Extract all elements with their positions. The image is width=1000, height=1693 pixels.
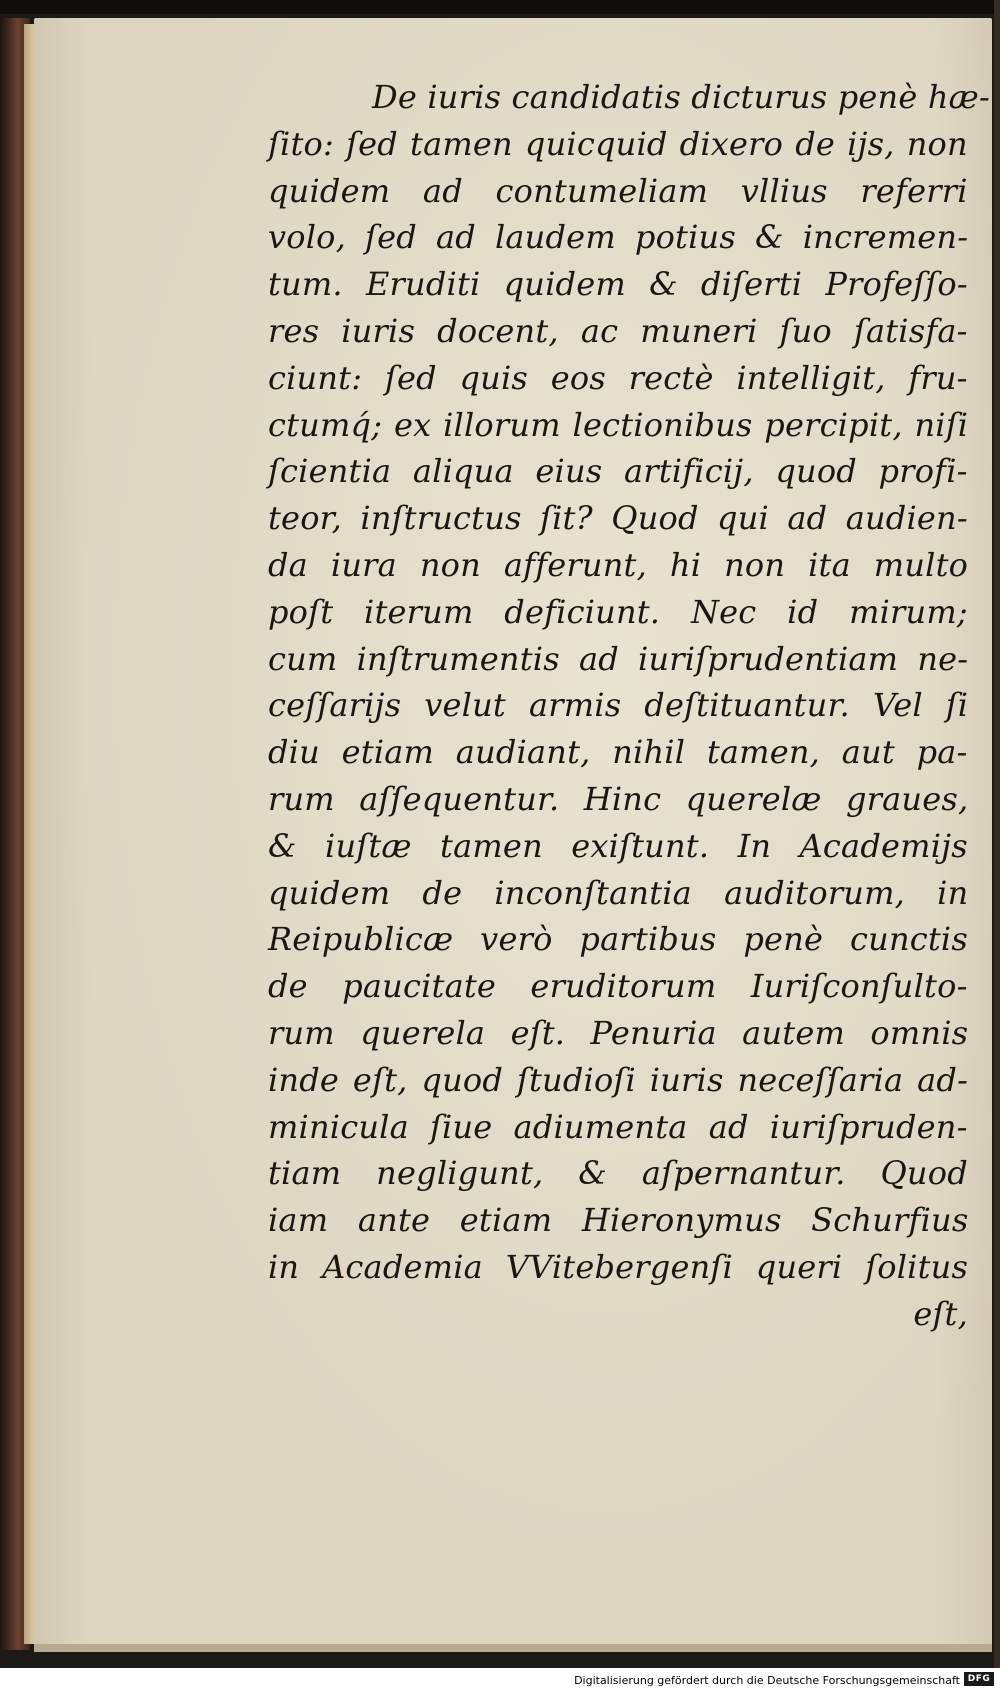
text-line: & iuſtæ tamen exiſtunt. In Academijs <box>268 826 968 865</box>
text-line: teor, inſtructus ſit? Quod qui ad audien- <box>268 499 968 538</box>
text-line: ctumq́; ex illorum lectionibus percipit, niſi <box>268 405 969 444</box>
page-text <box>268 74 990 1338</box>
text-line: da iura non afferunt, hi non ita multo <box>268 545 969 584</box>
funding-credit: Digitalisierung gefördert durch die Deutsche Forschungsgemeinschaft <box>574 1674 960 1687</box>
text-line: rum aſſequentur. Hinc querelæ graues, <box>268 779 969 818</box>
text-line: quidem de inconſtantia auditorum, in <box>268 873 969 912</box>
text-line: iam ante etiam Hieronymus Schurfius <box>268 1201 969 1240</box>
text-line: tum. Eruditi quidem & diſerti Profeſſo- <box>268 265 968 304</box>
footer <box>0 1668 1000 1693</box>
text-line: volo, ſed ad laudem potius & incremen- <box>268 218 969 257</box>
page-bottom-edge <box>34 1644 992 1652</box>
right-margin-strip <box>994 0 1000 1668</box>
text-line: ciunt: ſed quis eos rectè intelligit, fru- <box>268 358 968 397</box>
text-line: res iuris docent, ac muneri ſuo ſatisfa- <box>268 311 968 350</box>
text-line: De iuris candidatis dicturus penè hæ- <box>372 78 990 116</box>
text-line: poſt iterum deficiunt. Nec id mirum; <box>268 592 968 631</box>
text-line: rum querela eſt. Penuria autem omnis <box>268 1013 969 1052</box>
dfg-logo-icon: DFG <box>964 1672 994 1686</box>
text-line: tiam negligunt, & aſpernantur. Quod <box>268 1154 968 1193</box>
catchword: eſt, <box>913 1294 968 1333</box>
text-line: Reipublicæ verò partibus penè cunctis <box>268 920 968 959</box>
text-line: diu etiam audiant, nihil tamen, aut pa- <box>268 733 968 772</box>
text-line: minicula ſiue adiumenta ad iuriſpruden- <box>268 1107 968 1146</box>
text-line: ſito: ſed tamen quicquid dixero de ijs, non <box>268 124 968 163</box>
text-line: de paucitate eruditorum Iuriſconſulto- <box>268 967 968 1006</box>
text-line: cum inſtrumentis ad iuriſprudentiam ne- <box>268 639 969 678</box>
text-line: ceſſarijs velut armis deſtituantur. Vel ſi <box>268 686 969 725</box>
text-line: in Academia VVitebergenſi queri ſolitus <box>268 1247 969 1286</box>
top-margin-strip <box>0 0 1000 14</box>
text-line: inde eſt, quod ſtudioſi iuris neceſſaria ad- <box>268 1060 969 1099</box>
text-line: quidem ad contumeliam vllius referri <box>268 171 968 210</box>
text-line: ſcientia aliqua eius artificij, quod profi- <box>268 452 968 491</box>
